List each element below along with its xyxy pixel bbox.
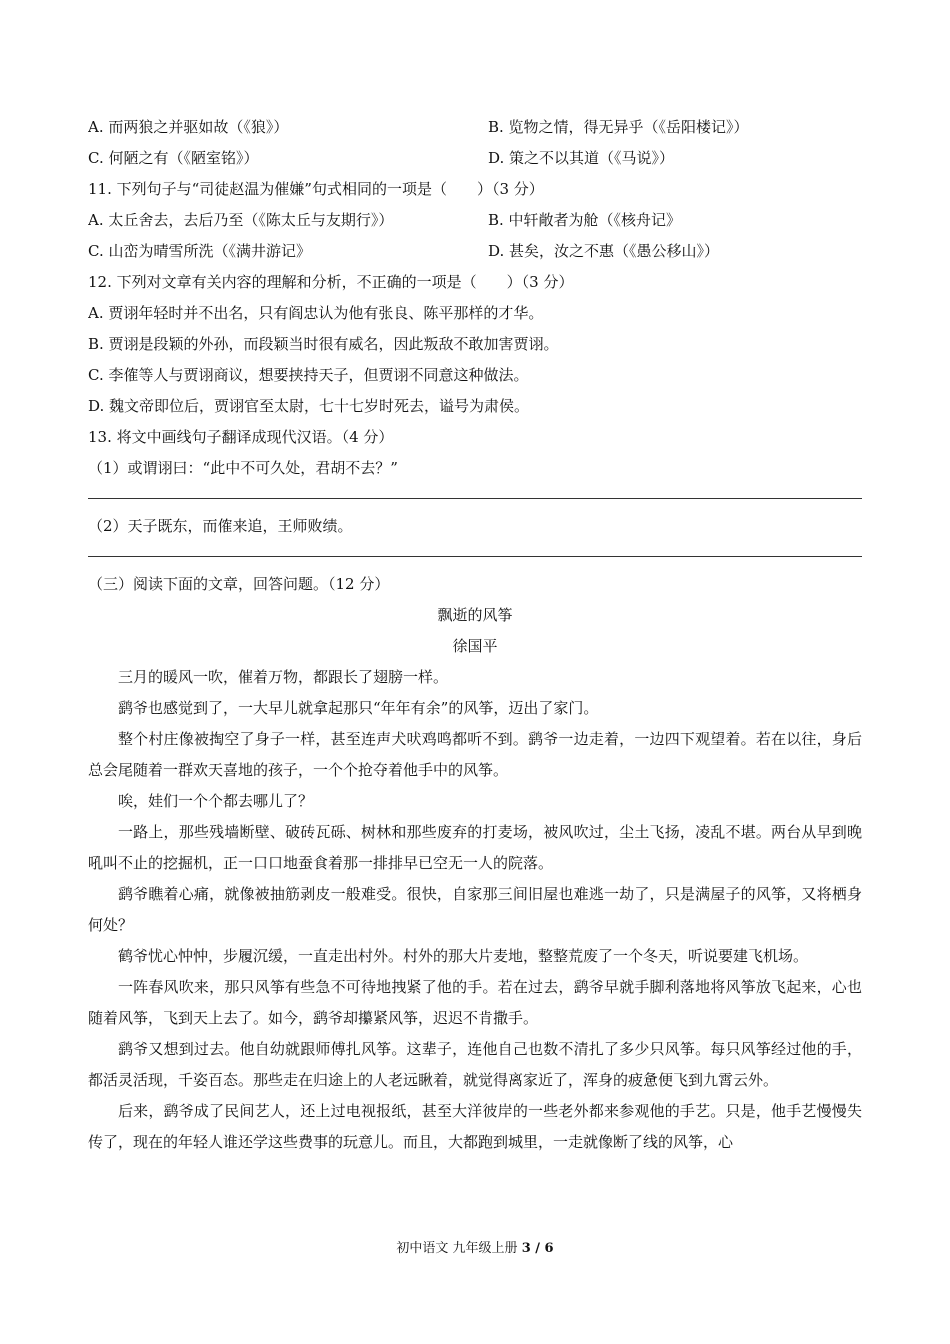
paragraph: 一路上，那些残墙断壁、破砖瓦砾、树林和那些废弃的打麦场，被风吹过，尘土飞扬，凌乱不堪。两台从早到晚吼叫不止的挖掘机，正一口口地蚕食着那一排排早已空无一人的院落。 [88, 823, 862, 872]
paragraph: 鹞爷瞧着心痛，就像被抽筋剥皮一般难受。很快，自家那三间旧屋也难逃一劫了，只是满屋子的风筝，又将栖身何处？ [88, 885, 862, 934]
q10-options-row-1 [88, 112, 862, 143]
q13-stem: 13. 将文中画线句子翻译成现代汉语。（4 分） [88, 428, 394, 446]
q11-options-row-1 [88, 205, 862, 236]
answer-line-1[interactable] [88, 484, 862, 499]
paragraph: 鹞爷又想到过去。他自幼就跟师傅扎风筝。这辈子，连他自己也数不清扎了多少只风筝。每只风筝经过他的手，都活灵活现，千姿百态。那些走在归途上的人老远瞅着，就觉得离家近了，浑身的疲惫便飞到九霄云外。 [88, 1040, 862, 1089]
q10-option-c: C. 何陋之有（《陋室铭》） [88, 149, 259, 167]
paragraph: 鹞爷也感觉到了，一大早儿就拿起那只“年年有余”的风筝，迈出了家门。 [118, 699, 599, 717]
section3-heading: （三）阅读下面的文章，回答问题。（12 分） [88, 575, 390, 593]
q11-stem: 11. 下列句子与“司徒赵温为催嫌”句式相同的一项是（ ）（3 分） [88, 180, 544, 198]
q12-option-c: C. 李傕等人与贾诩商议，想要挟持天子，但贾诩不同意这种做法。 [88, 366, 529, 384]
q11-option-c: C. 山峦为晴雪所洗（《满井游记》 [88, 242, 311, 260]
q12-option-d: D. 魏文帝即位后，贾诩官至太尉，七十七岁时死去，谥号为肃侯。 [88, 397, 530, 415]
paragraph: 整个村庄像被掏空了身子一样，甚至连声犬吠鸡鸣都听不到。鹞爷一边走着，一边四下观望着。若在以往，身后总会尾随着一群欢天喜地的孩子，一个个抢夺着他手中的风筝。 [88, 730, 862, 779]
article-author: 徐国平 [452, 637, 498, 655]
document-page [88, 112, 862, 1158]
q12-option-b: B. 贾诩是段颖的外孙，而段颖当时很有威名，因此叛敌不敢加害贾诩。 [88, 335, 559, 353]
paragraph: 三月的暖风一吹，催着万物，都跟长了翅膀一样。 [118, 668, 449, 686]
q13-sentence-1: （1）或谓诩曰：“此中不可久处，君胡不去？” [88, 459, 398, 477]
paragraph: 后来，鹞爷成了民间艺人，还上过电视报纸，甚至大洋彼岸的一些老外都来参观他的手艺。只是，他手艺慢慢失传了，现在的年轻人谁还学这些费事的玩意儿。而且，大都跑到城里，一走就像断了线的风筝，心 [88, 1102, 862, 1151]
page-number: 3 / 6 [521, 1241, 554, 1256]
q12-option-a: A. 贾诩年轻时并不出名，只有阎忠认为他有张良、陈平那样的才华。 [88, 304, 544, 322]
article-title: 飘逝的风筝 [437, 606, 513, 624]
paragraph: 唉，娃们一个个都去哪儿了？ [118, 792, 314, 810]
q10-option-b: B. 览物之情，得无异乎（《岳阳楼记》） [488, 118, 749, 136]
q10-options-row-2 [88, 143, 862, 174]
q10-option-d: D. 策之不以其道（《马说》） [488, 149, 675, 167]
q11-option-b: B. 中轩敞者为舱（《核舟记》 [488, 211, 682, 229]
q11-option-d: D. 甚矣，汝之不惠（《愚公移山》） [488, 242, 720, 260]
page-footer [0, 1237, 950, 1256]
paragraph: 一阵春风吹来，那只风筝有些急不可待地拽紧了他的手。若在过去，鹞爷早就手脚利落地将风筝放飞起来，心也随着风筝，飞到天上去了。如今，鹞爷却攥紧风筝，迟迟不肯撒手。 [88, 978, 862, 1027]
paragraph: 鹤爷忧心忡忡，步履沉缓，一直走出村外。村外的那大片麦地，整整荒废了一个冬天，听说要建飞机场。 [118, 947, 809, 965]
q13-sentence-2: （2）天子既东，而傕来追，王师败绩。 [88, 517, 353, 535]
q10-option-a: A. 而两狼之并驱如故（《狼》） [88, 118, 289, 136]
q11-option-a: A. 太丘舍去，去后乃至（《陈太丘与友期行》） [88, 211, 394, 229]
answer-line-2[interactable] [88, 542, 862, 557]
q11-options-row-2 [88, 236, 862, 267]
q12-stem: 12. 下列对文章有关内容的理解和分析，不正确的一项是（ ）（3 分） [88, 273, 574, 291]
footer-text: 初中语文 九年级上册 [396, 1241, 522, 1256]
